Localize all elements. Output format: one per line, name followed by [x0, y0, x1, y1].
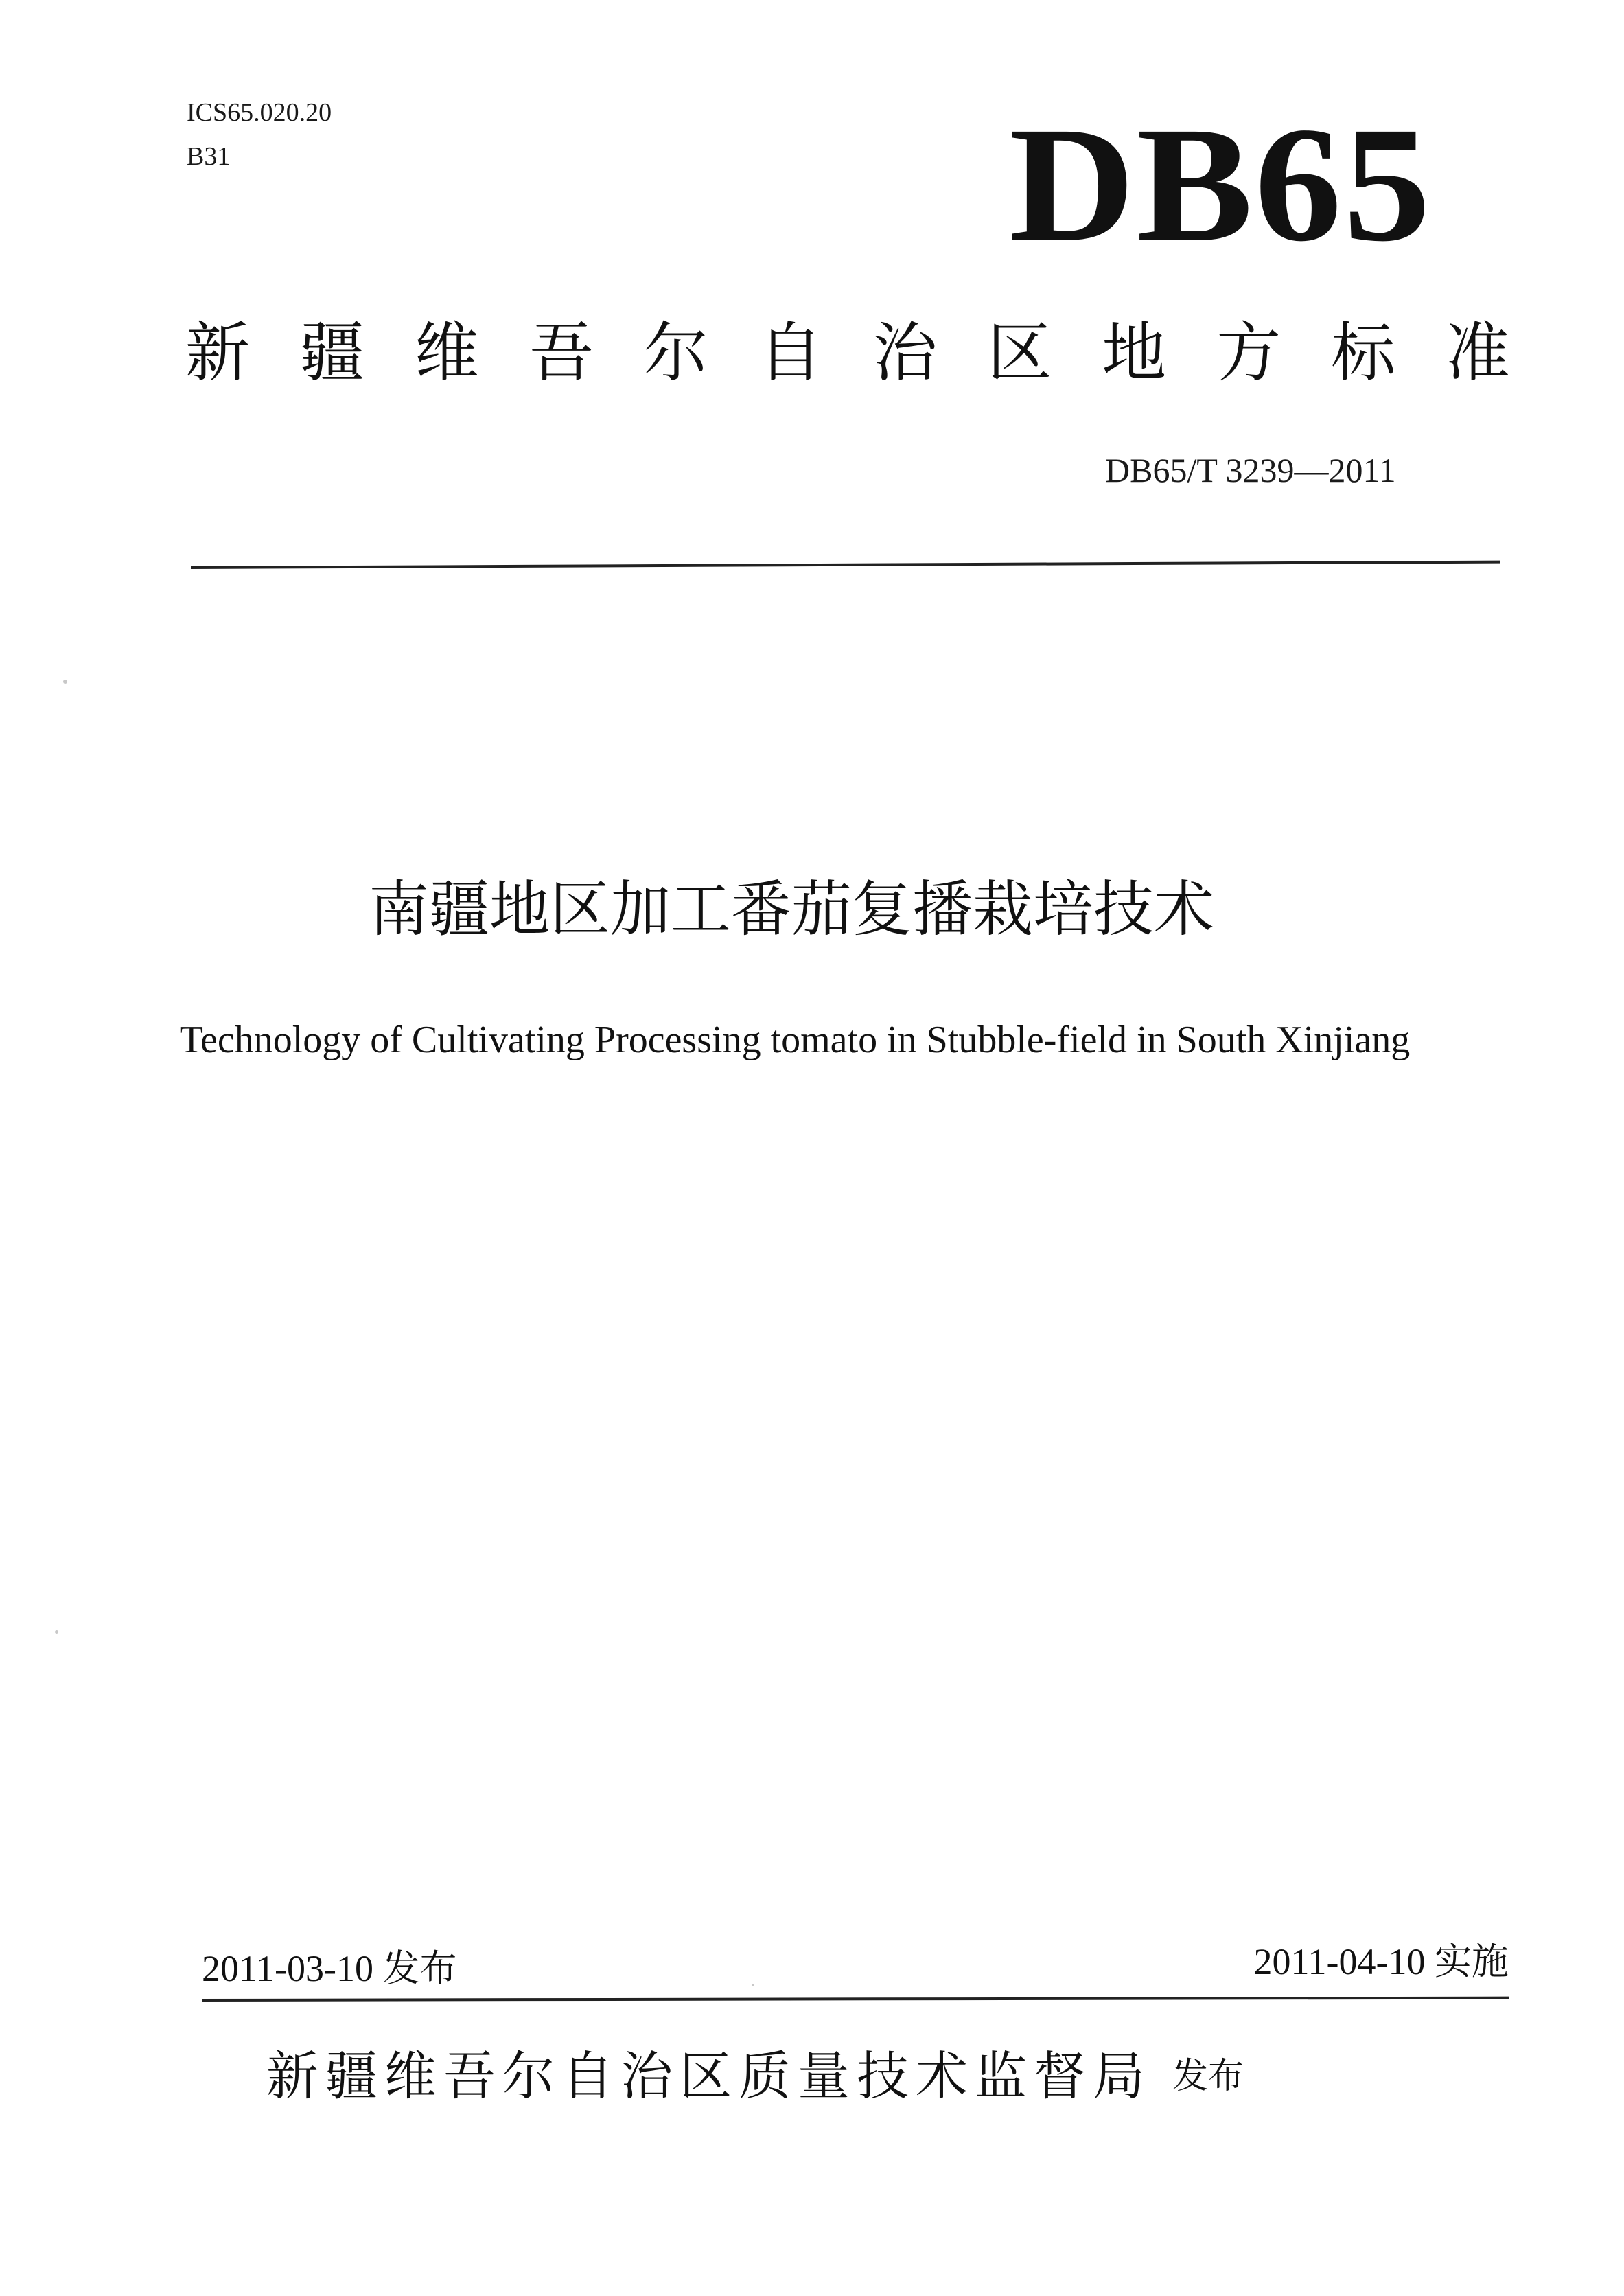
issue-label: 发布 [382, 1947, 457, 1990]
scan-speck [63, 680, 67, 684]
standard-type-char: 方 [1216, 316, 1281, 391]
standard-type-char: 标 [1331, 316, 1396, 391]
scan-speck [55, 1630, 58, 1634]
standard-type-char: 尔 [643, 316, 708, 391]
standard-type-char: 自 [758, 316, 823, 391]
ics-code: ICS65.020.20 [187, 98, 332, 127]
standard-type-char: 吾 [529, 316, 594, 391]
publisher-line [266, 2042, 1244, 2111]
implement-date-line [1254, 1939, 1509, 1984]
footer-divider [202, 1997, 1509, 2002]
title-chinese: 南疆地区加工番茄复播栽培技术 [368, 874, 1214, 944]
standard-type-char: 新 [185, 316, 251, 391]
header-divider [191, 561, 1500, 569]
implement-date: 2011-04-10 [1253, 1941, 1426, 1982]
implement-label: 实施 [1435, 1940, 1509, 1983]
standard-type-heading [185, 312, 1510, 395]
issue-date: 2011-03-10 [202, 1948, 373, 1989]
standard-type-char: 疆 [299, 316, 364, 391]
scan-speck [752, 1984, 754, 1986]
db65-logo: DB65 [1009, 93, 1432, 275]
standard-type-char: 准 [1445, 316, 1510, 391]
standard-type-char: 地 [1102, 316, 1167, 391]
ccs-code: B31 [187, 142, 231, 171]
issue-date-line [202, 1946, 456, 1991]
standard-type-char: 维 [414, 316, 479, 391]
publisher-label: 发布 [1172, 2056, 1244, 2097]
standard-number: DB65/T 3239—2011 [1105, 451, 1396, 489]
standard-type-char: 区 [987, 316, 1052, 391]
standard-type-char: 治 [872, 316, 938, 391]
title-english: Technology of Cultivating Processing tomato in Stubble-field in South Xinjiang [179, 1019, 1411, 1061]
publisher-organization: 新疆维吾尔自治区质量技术监督局 [266, 2045, 1152, 2107]
